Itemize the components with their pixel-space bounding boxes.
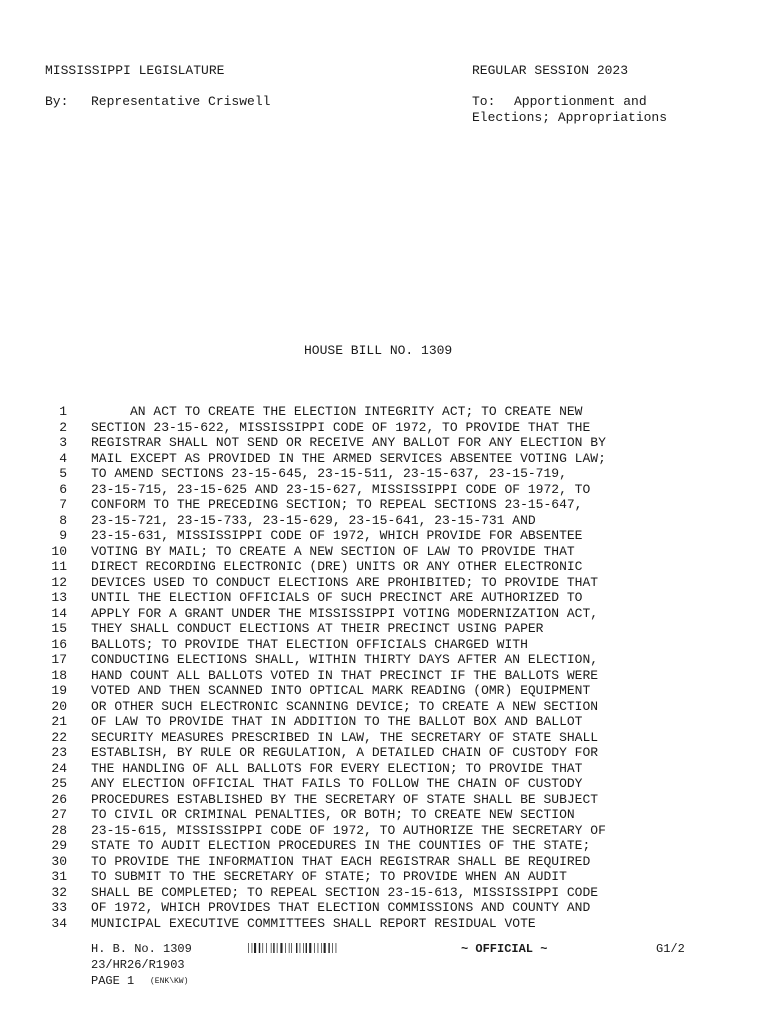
bill-line bbox=[50, 621, 606, 637]
line-number: 24 bbox=[51, 760, 67, 776]
bill-line bbox=[50, 404, 606, 420]
bill-line bbox=[50, 590, 606, 606]
line-text: OR OTHER SUCH ELECTRONIC SCANNING DEVICE; TO CREATE A NEW SECTION bbox=[91, 698, 599, 714]
sponsor-name: Representative Criswell bbox=[91, 94, 271, 109]
to-label: To: bbox=[472, 94, 496, 109]
bill-line bbox=[50, 482, 606, 498]
line-text: REGISTRAR SHALL NOT SEND OR RECEIVE ANY BALLOT FOR ANY ELECTION BY bbox=[91, 435, 606, 450]
session-label: REGULAR SESSION 2023 bbox=[472, 63, 629, 78]
document-code: 23/HR26/R1903 bbox=[91, 958, 185, 972]
bill-line bbox=[50, 637, 606, 653]
line-number: 34 bbox=[51, 915, 67, 931]
line-text: OF 1972, WHICH PROVIDES THAT ELECTION COMMISSIONS AND COUNTY AND bbox=[91, 900, 591, 915]
bill-line bbox=[50, 869, 606, 885]
line-text: TO PROVIDE THE INFORMATION THAT EACH REGISTRAR SHALL BE REQUIRED bbox=[91, 853, 591, 869]
bill-line bbox=[50, 497, 606, 513]
line-number: 16 bbox=[51, 636, 67, 652]
line-text: UNTIL THE ELECTION OFFICIALS OF SUCH PRECINCT ARE AUTHORIZED TO bbox=[91, 590, 583, 605]
line-text: MAIL EXCEPT AS PROVIDED IN THE ARMED SERVICES ABSENTEE VOTING LAW; bbox=[91, 450, 606, 466]
official-label: ~ OFFICIAL ~ bbox=[461, 942, 548, 956]
line-number: 15 bbox=[51, 621, 67, 636]
line-number: 18 bbox=[51, 667, 67, 683]
line-number: 32 bbox=[51, 884, 67, 900]
bill-line bbox=[50, 885, 606, 901]
line-number: 5 bbox=[59, 466, 67, 481]
line-text: CONFORM TO THE PRECEDING SECTION; TO REPEAL SECTIONS 23-15-647, bbox=[91, 497, 583, 512]
line-number: 1 bbox=[59, 404, 67, 419]
bill-line bbox=[50, 606, 606, 622]
bill-line bbox=[50, 668, 606, 684]
bill-line bbox=[50, 792, 606, 808]
bill-line bbox=[50, 683, 606, 699]
bill-line bbox=[50, 745, 606, 761]
bill-line bbox=[50, 776, 606, 792]
line-text: 23-15-631, MISSISSIPPI CODE OF 1972, WHICH PROVIDE FOR ABSENTEE bbox=[91, 528, 583, 543]
line-number: 23 bbox=[51, 745, 67, 760]
bill-line bbox=[50, 451, 606, 467]
line-number: 31 bbox=[51, 869, 67, 884]
line-text: 23-15-615, MISSISSIPPI CODE OF 1972, TO AUTHORIZE THE SECRETARY OF bbox=[91, 822, 606, 838]
line-text: APPLY FOR A GRANT UNDER THE MISSISSIPPI VOTING MODERNIZATION ACT, bbox=[91, 605, 599, 621]
committees-line-2: Elections; Appropriations bbox=[472, 110, 668, 125]
bill-line bbox=[50, 466, 606, 482]
line-number: 25 bbox=[51, 776, 67, 791]
bill-line bbox=[50, 761, 606, 777]
line-text: THEY SHALL CONDUCT ELECTIONS AT THEIR PRECINCT USING PAPER bbox=[91, 621, 544, 636]
bill-text-body bbox=[50, 404, 606, 931]
line-number: 4 bbox=[59, 450, 67, 466]
bill-line bbox=[50, 807, 606, 823]
line-number: 30 bbox=[51, 853, 67, 869]
page-code: G1/2 bbox=[656, 942, 685, 956]
line-text: SECTION 23-15-622, MISSISSIPPI CODE OF 1972, TO PROVIDE THAT THE bbox=[91, 419, 591, 435]
bill-line bbox=[50, 559, 606, 575]
line-text: OF LAW TO PROVIDE THAT IN ADDITION TO THE BALLOT BOX AND BALLOT bbox=[91, 714, 583, 729]
line-text: 23-15-721, 23-15-733, 23-15-629, 23-15-641, 23-15-731 AND bbox=[91, 512, 536, 528]
bill-line bbox=[50, 823, 606, 839]
line-text: TO SUBMIT TO THE SECRETARY OF STATE; TO PROVIDE WHEN AN AUDIT bbox=[91, 869, 567, 884]
line-text: TO AMEND SECTIONS 23-15-645, 23-15-511, 23-15-637, 23-15-719, bbox=[91, 466, 567, 481]
committees-line-1: Apportionment and bbox=[514, 94, 647, 109]
line-number: 13 bbox=[51, 590, 67, 605]
line-number: 28 bbox=[51, 822, 67, 838]
bill-line bbox=[50, 528, 606, 544]
line-number: 8 bbox=[59, 512, 67, 528]
line-text: AN ACT TO CREATE THE ELECTION INTEGRITY ACT; TO CREATE NEW bbox=[91, 404, 583, 419]
footer-bill-ref: H. B. No. 1309 bbox=[91, 942, 192, 956]
drafter-initials: (ENK\KW) bbox=[150, 977, 189, 986]
page-number: PAGE 1 bbox=[91, 974, 135, 988]
line-number: 26 bbox=[51, 791, 67, 807]
line-text: MUNICIPAL EXECUTIVE COMMITTEES SHALL REPORT RESIDUAL VOTE bbox=[91, 915, 536, 931]
line-number: 21 bbox=[51, 714, 67, 729]
bill-line bbox=[50, 916, 606, 932]
line-text: ESTABLISH, BY RULE OR REGULATION, A DETAILED CHAIN OF CUSTODY FOR bbox=[91, 745, 599, 760]
line-number: 12 bbox=[51, 574, 67, 590]
bill-line bbox=[50, 900, 606, 916]
line-text: VOTED AND THEN SCANNED INTO OPTICAL MARK READING (OMR) EQUIPMENT bbox=[91, 683, 591, 698]
line-text: CONDUCTING ELECTIONS SHALL, WITHIN THIRTY DAYS AFTER AN ELECTION, bbox=[91, 652, 599, 667]
line-number: 2 bbox=[59, 419, 67, 435]
bill-title: HOUSE BILL NO. 1309 bbox=[304, 343, 453, 358]
line-text: VOTING BY MAIL; TO CREATE A NEW SECTION OF LAW TO PROVIDE THAT bbox=[91, 543, 575, 559]
line-number: 22 bbox=[51, 729, 67, 745]
bill-line bbox=[50, 652, 606, 668]
bill-line bbox=[50, 699, 606, 715]
bill-line bbox=[50, 513, 606, 529]
bill-line bbox=[50, 854, 606, 870]
line-number: 27 bbox=[51, 807, 67, 822]
line-text: BALLOTS; TO PROVIDE THAT ELECTION OFFICIALS CHARGED WITH bbox=[91, 636, 528, 652]
line-number: 3 bbox=[59, 435, 67, 450]
line-text: TO CIVIL OR CRIMINAL PENALTIES, OR BOTH; TO CREATE NEW SECTION bbox=[91, 807, 575, 822]
by-label: By: bbox=[45, 94, 69, 109]
line-number: 7 bbox=[59, 497, 67, 512]
line-number: 10 bbox=[51, 543, 67, 559]
line-text: DEVICES USED TO CONDUCT ELECTIONS ARE PROHIBITED; TO PROVIDE THAT bbox=[91, 574, 599, 590]
bill-line bbox=[50, 838, 606, 854]
line-text: ANY ELECTION OFFICIAL THAT FAILS TO FOLLOW THE CHAIN OF CUSTODY bbox=[91, 776, 583, 791]
legislature-name: MISSISSIPPI LEGISLATURE bbox=[45, 63, 225, 78]
line-number: 20 bbox=[51, 698, 67, 714]
line-number: 11 bbox=[51, 559, 67, 574]
line-text: DIRECT RECORDING ELECTRONIC (DRE) UNITS OR ANY OTHER ELECTRONIC bbox=[91, 559, 583, 574]
line-text: 23-15-715, 23-15-625 AND 23-15-627, MISSISSIPPI CODE OF 1972, TO bbox=[91, 481, 591, 497]
line-number: 9 bbox=[59, 528, 67, 543]
line-number: 19 bbox=[51, 683, 67, 698]
line-number: 17 bbox=[51, 652, 67, 667]
barcode-image bbox=[248, 943, 368, 953]
line-number: 14 bbox=[51, 605, 67, 621]
line-number: 29 bbox=[51, 838, 67, 853]
bill-line bbox=[50, 435, 606, 451]
line-text: SHALL BE COMPLETED; TO REPEAL SECTION 23-15-613, MISSISSIPPI CODE bbox=[91, 884, 599, 900]
bill-line bbox=[50, 544, 606, 560]
line-text: PROCEDURES ESTABLISHED BY THE SECRETARY OF STATE SHALL BE SUBJECT bbox=[91, 791, 599, 807]
line-text: SECURITY MEASURES PRESCRIBED IN LAW, THE SECRETARY OF STATE SHALL bbox=[91, 729, 599, 745]
line-text: THE HANDLING OF ALL BALLOTS FOR EVERY ELECTION; TO PROVIDE THAT bbox=[91, 760, 583, 776]
line-number: 6 bbox=[59, 481, 67, 497]
bill-line bbox=[50, 420, 606, 436]
line-text: HAND COUNT ALL BALLOTS VOTED IN THAT PRECINCT IF THE BALLOTS WERE bbox=[91, 667, 599, 683]
bill-line bbox=[50, 730, 606, 746]
line-number: 33 bbox=[51, 900, 67, 915]
bill-line bbox=[50, 575, 606, 591]
bill-line bbox=[50, 714, 606, 730]
line-text: STATE TO AUDIT ELECTION PROCEDURES IN THE COUNTIES OF THE STATE; bbox=[91, 838, 591, 853]
